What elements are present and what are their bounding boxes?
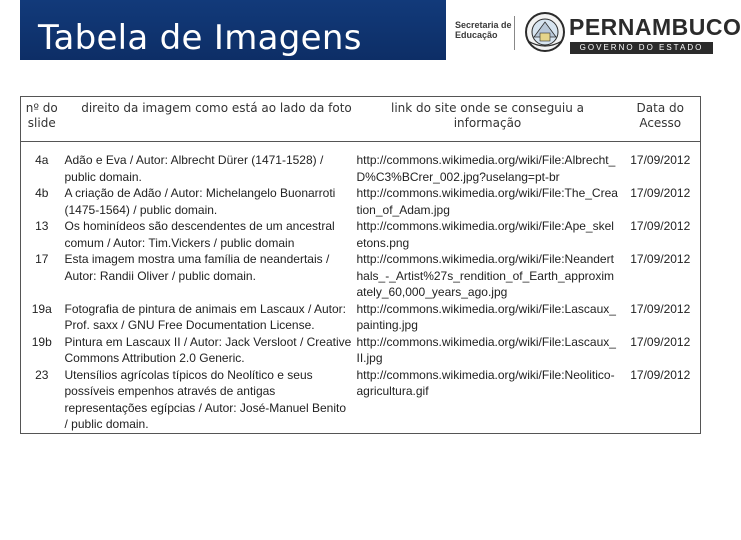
- slide-header: [0, 0, 741, 66]
- table-row: [21, 367, 701, 434]
- table-header-row: [21, 97, 701, 142]
- slide-number: 23: [35, 367, 49, 382]
- column-header-link: link do site onde se conseguiu a informação: [355, 97, 621, 142]
- government-logo: [452, 8, 741, 58]
- image-rights: Utensílios agrícolas típicos do Neolítico e seus possíveis empenhos através de antigas representações egípcias / Autor: José-Manuel Benito / public domain.: [64, 367, 346, 431]
- image-rights: Esta imagem mostra uma família de neandertais / Autor: Randii Oliver / public domain.: [64, 252, 330, 283]
- table-row: [21, 142, 701, 186]
- image-rights: Fotografia de pintura de animais em Lascaux / Autor: Prof. saxx / GNU Free Documentation License.: [64, 301, 346, 332]
- access-date: 17/09/2012: [630, 186, 691, 200]
- source-link: http://commons.wikimedia.org/wiki/File:Lascaux_painting.jpg: [356, 301, 616, 332]
- source-link: http://commons.wikimedia.org/wiki/File:The_Creation_of_Adam.jpg: [356, 186, 618, 217]
- logo-divider: [514, 16, 515, 50]
- source-link: http://commons.wikimedia.org/wiki/File:Albrecht_D%C3%BCrer_002.jpg?uselang=pt-br: [356, 153, 616, 184]
- source-link: http://commons.wikimedia.org/wiki/File:Neolitico-agricultura.gif: [356, 367, 615, 398]
- table-row: [21, 301, 701, 334]
- access-date: 17/09/2012: [630, 252, 691, 266]
- table-row: [21, 218, 701, 251]
- source-link: http://commons.wikimedia.org/wiki/File:Lascaux_II.jpg: [356, 334, 616, 365]
- access-date: 17/09/2012: [630, 153, 691, 167]
- access-date: 17/09/2012: [630, 219, 691, 233]
- source-link: http://commons.wikimedia.org/wiki/File:Neanderthals_-_Artist%27s_rendition_of_Earth_approximately_60,000_years_ago.jpg: [356, 252, 614, 299]
- state-name: PERNAMBUCO: [569, 14, 741, 40]
- column-header-slide: nº do slide: [21, 97, 63, 142]
- column-header-date: Data do Acesso: [621, 97, 701, 142]
- table-row: [21, 334, 701, 367]
- state-seal-icon: [524, 11, 566, 53]
- slide-number: 19a: [31, 301, 52, 316]
- image-rights: Adão e Eva / Autor: Albrecht Dürer (1471-1528) / public domain.: [64, 153, 324, 184]
- table-row: [21, 185, 701, 218]
- table-row: [21, 251, 701, 301]
- source-link: http://commons.wikimedia.org/wiki/File:Ape_skeletons.png: [356, 219, 614, 250]
- image-rights: Os hominídeos são descendentes de um ancestral comum / Autor: Tim.Vickers / public domain: [64, 219, 335, 250]
- access-date: 17/09/2012: [630, 367, 691, 382]
- slide-number: 13: [35, 219, 49, 233]
- image-rights: Pintura em Lascaux II / Autor: Jack Versloot / Creative Commons Attribution 2.0 Generic.: [64, 334, 352, 365]
- images-table: [20, 96, 701, 434]
- page-title: Tabela de Imagens: [38, 18, 362, 58]
- slide-number: 17: [35, 252, 49, 266]
- column-header-rights: direito da imagem como está ao lado da foto: [63, 97, 355, 142]
- image-rights: A criação de Adão / Autor: Michelangelo Buonarroti (1475-1564) / public domain.: [64, 186, 336, 217]
- slide-number: 4b: [35, 186, 49, 200]
- secretaria-label: Secretaria de Educação: [455, 20, 512, 40]
- access-date: 17/09/2012: [630, 334, 691, 349]
- slide-number: 19b: [31, 334, 52, 349]
- access-date: 17/09/2012: [630, 301, 691, 316]
- state-subtitle: GOVERNO DO ESTADO: [570, 42, 713, 54]
- slide-number: 4a: [35, 153, 49, 167]
